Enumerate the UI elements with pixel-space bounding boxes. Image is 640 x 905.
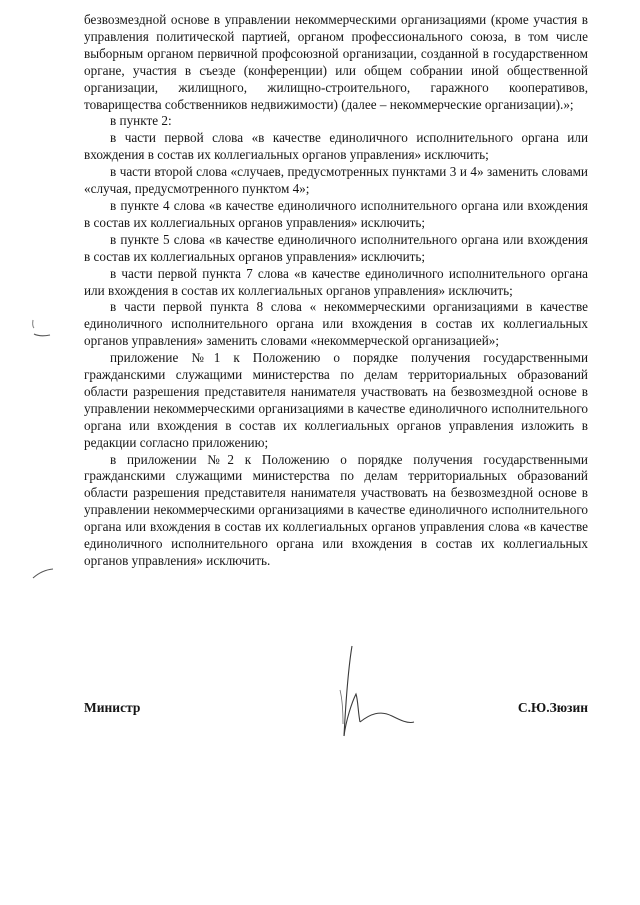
- paragraph: приложение №1 к Положению о порядке получения государственными гражданскими служащими министерства по делам территориальных образований области разрешения представителя нанимателя участвовать на безвозмездной основе в управлении некоммерческими организациями в качестве единоличного исполнительного органа или вхождения в состав их коллегиальных органов управления изложить в редакции согласно приложению;: [84, 350, 588, 450]
- margin-mark: [30, 566, 56, 582]
- margin-mark: [30, 318, 54, 340]
- signature-block: [84, 700, 588, 716]
- paragraph: в части первой пункта 7 слова «в качестве единоличного исполнительного органа или вхождения в состав их коллегиальных органов управления» исключить;: [84, 265, 588, 298]
- paragraph: в части второй слова «случаев, предусмотренных пунктами 3 и 4» заменить словами «случая, предусмотренного пунктом 4»;: [84, 164, 588, 197]
- signature: [322, 640, 432, 750]
- signer-name: С.Ю.Зюзин: [517, 700, 588, 715]
- paragraph: в пункте 2:: [110, 113, 172, 129]
- paragraph: в пункте 4 слова «в качестве единоличного исполнительного органа или вхождения в состав их коллегиальных органов управления» исключить;: [84, 197, 588, 230]
- paragraph: в пункте 5 слова «в качестве единоличного исполнительного органа или вхождения в состав их коллегиальных органов управления» исключить;: [84, 231, 588, 264]
- paragraph: в приложении №2 к Положению о порядке получения государственными гражданскими служащими министерства по делам территориальных образований области разрешения представителя нанимателя участвовать на безвозмездной основе в управлении некоммерческими организациями в качестве единоличного исполнительного органа или вхождения в состав их коллегиальных органов управления слова «в качестве единоличного исполнительного органа или вхождения в состав их коллегиальных органов управления» исключить.: [84, 451, 588, 568]
- paragraph: в части первой пункта 8 слова « некоммерческими организациями в качестве единоличного исполнительного органа или вхождения в состав их коллегиальных органов управления» заменить словами «некоммерческой организацией»;: [84, 299, 588, 349]
- document-body: [84, 12, 588, 570]
- signer-position: Министр: [84, 700, 141, 715]
- paragraph: в части первой слова «в качестве единоличного исполнительного органа или вхождения в состав их коллегиальных органов управления» исключить;: [84, 130, 588, 163]
- paragraph: безвозмездной основе в управлении некоммерческими организациями (кроме участия в управления политической партией, органом профессионального союза, в том числе выборным органом первичной профсоюзной организации, созданной в государственном органе, участия в съезде (конференции) или общем собрании иной общественной организации, жилищного, жилищно-строительного, гаражного кооперативов, товарищества собственников недвижимости) (далее – некоммерческие организации).»;: [84, 12, 588, 112]
